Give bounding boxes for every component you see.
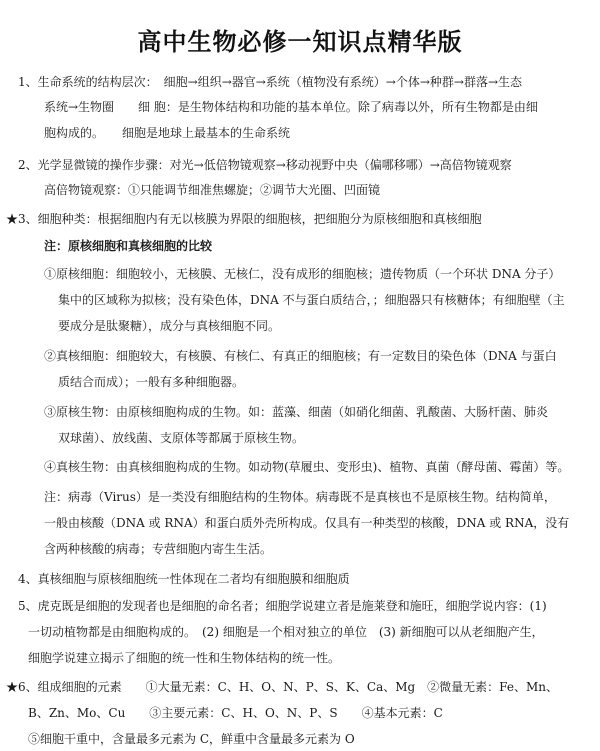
- text-line: 含两种核酸的病毒；专营细胞内寄生生活。: [44, 542, 273, 556]
- text-line: 5、虎克既是细胞的发现者也是细胞的命名者；细胞学说建立者是施莱登和施旺，细胞学说内容：(1): [18, 599, 547, 613]
- text-line: 1、生命系统的结构层次： 细胞→组织→器官→系统（植物没有系统）→个体→种群→群落→生态: [18, 75, 523, 89]
- text-line: 系统→生物圈 细 胞：是生物体结构和功能的基本单位。除了病毒以外，所有生物都是由细: [44, 100, 538, 114]
- text-line: ②真核细胞：细胞较大，有核膜、有核仁、有真正的细胞核；有一定数目的染色体（DNA 与蛋白: [44, 349, 557, 363]
- text-line: 双球菌）、放线菌、支原体等都属于原核生物。: [58, 431, 305, 445]
- text-line: 细胞学说建立揭示了细胞的统一性和生物体结构的统一性。: [28, 651, 341, 665]
- text-line: 集中的区域称为拟核；没有染色体，DNA 不与蛋白质结合，；细胞器只有核糖体；有细胞壁（主: [58, 293, 565, 307]
- text-line: 高倍物镜观察：①只能调节细准焦螺旋；②调节大光圈、凹面镜: [44, 183, 381, 197]
- text-line: 胞构成的。 细胞是地球上最基本的生命系统: [44, 126, 291, 140]
- text-line: 要成分是肽聚糖），成分与真核细胞不同。: [58, 319, 281, 333]
- text-line: 一般由核酸（DNA 或 RNA）和蛋白质外壳所构成。仅具有一种类型的核酸，DNA 或 RNA，没有: [44, 516, 570, 530]
- text-line: 质结合而成）；一般有多种细胞器。: [58, 375, 245, 389]
- text-line: ⑤细胞干重中，含量最多元素为 C，鲜重中含量最多元素为 O: [28, 732, 355, 746]
- text-line: 4、真核细胞与原核细胞统一性体现在二者均有细胞膜和细胞质: [18, 572, 350, 586]
- text-line: ★3、细胞种类：根据细胞内有无以核膜为界限的细胞核，把细胞分为原核细胞和真核细胞: [6, 212, 482, 226]
- text-line: ★6、组成细胞的元素 ①大量无素：C、H、O、N、P、S、K、Ca、Mg ②微量无素：Fe、Mn、: [6, 680, 558, 694]
- text-line: B、Zn、Mo、Cu ③主要元素：C、H、O、N、P、S ④基本元素：C: [28, 706, 443, 720]
- text-line: 注：病毒（Virus）是一类没有细胞结构的生物体。病毒既不是真核也不是原核生物。结构简单，: [44, 490, 556, 504]
- note-heading: 注：原核细胞和真核细胞的比较: [44, 239, 213, 253]
- text-line: 一切动植物都是由细胞构成的。 (2) 细胞是一个相对独立的单位 (3) 新细胞可以从老细胞产生，: [28, 625, 544, 639]
- text-line: ④真核生物：由真核细胞构成的生物。如动物(草履虫、变形虫)、植物、真菌（酵母菌、霉菌）等。: [44, 460, 570, 474]
- text-line: ③原核生物：由原核细胞构成的生物。如：蓝藻、细菌（如硝化细菌、乳酸菌、大肠杆菌、肺炎: [44, 405, 549, 419]
- text-line: ①原核细胞：细胞较小，无核膜、无核仁，没有成形的细胞核；遗传物质（一个环状 DNA 分子）: [44, 267, 561, 281]
- page-title: 高中生物必修一知识点精华版: [137, 28, 463, 56]
- text-line: 2、光学显微镜的操作步骤：对光→低倍物镜观察→移动视野中央（偏哪移哪）→高倍物镜观察: [18, 158, 512, 172]
